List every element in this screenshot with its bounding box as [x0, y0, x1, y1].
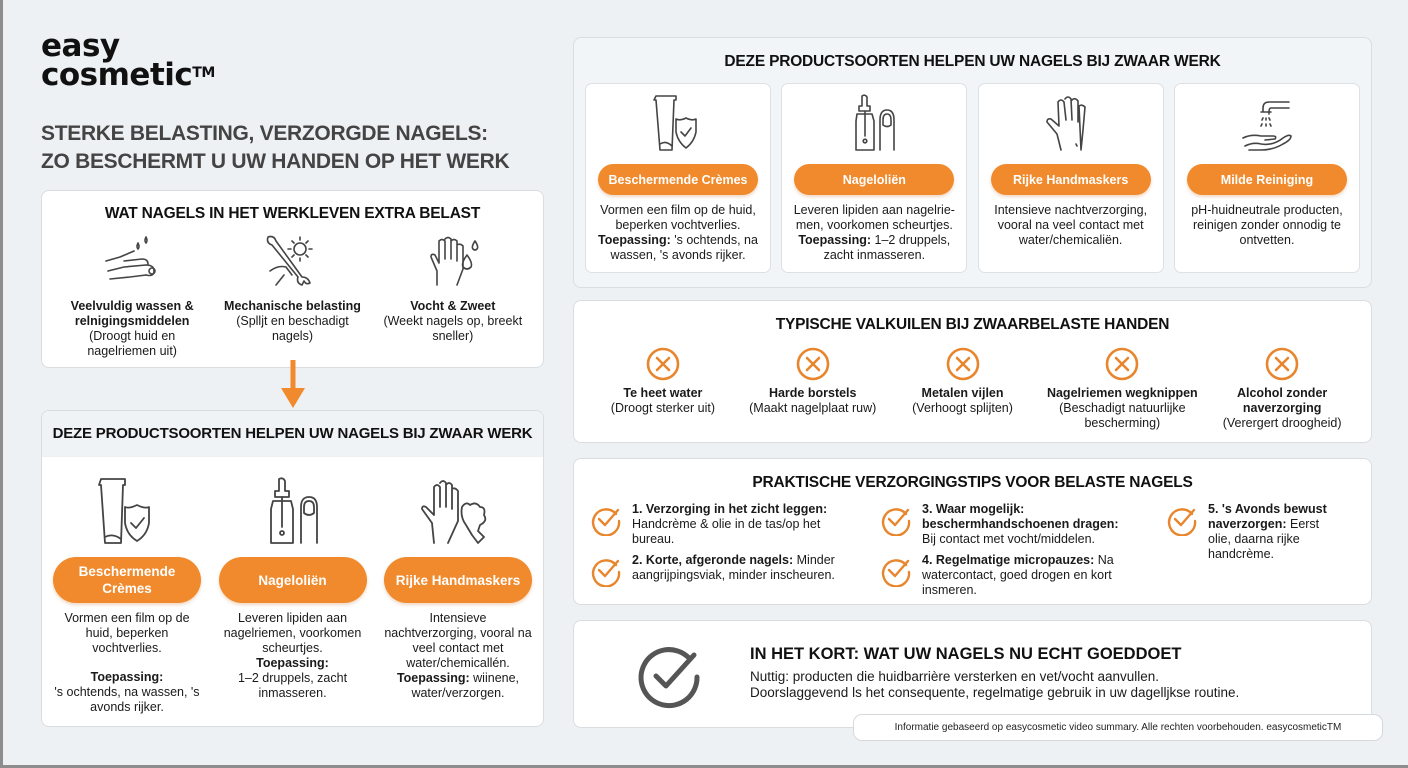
product-desc: Leveren lipiden aan nagelrie-men, voorkomen scheurtjes. — [793, 203, 955, 232]
x-circle-icon — [795, 346, 831, 382]
pitfall-item — [1037, 346, 1207, 431]
pitfall-desc: (Verergert droogheid) — [1222, 416, 1342, 430]
brand-line-2: cosmetic — [41, 57, 193, 93]
pitfall-desc: (Beschadigt natuurlijke bescherming) — [1059, 401, 1186, 430]
product-pill-beschermende-cremes[interactable]: Beschermende Crèmes — [53, 557, 201, 603]
pitfall-title: Te heet water — [623, 386, 703, 400]
product-apply-label: Toepassing: — [256, 656, 329, 670]
product-desc: Vormen een film op de huid, beperken vochtverlies. — [600, 203, 756, 232]
product-pill-rijke-handmaskers[interactable]: Rijke Handmaskers — [384, 557, 532, 603]
title-line-1: STERKE BELASTING, VERZORGDE NAGELS: — [41, 122, 488, 145]
summary-line-2: Doorslaggevend ls het consequente, regelmatige gebruik in uw dagelljkse routine. — [750, 685, 1240, 700]
pitfall-title: Harde borstels — [768, 386, 857, 400]
pitfall-title: Metalen vijlen — [921, 386, 1004, 400]
tip-text: Minder aangrijpingsviak, minder inscheuren. — [632, 553, 835, 582]
product-apply-label: Toepassing: — [90, 670, 164, 684]
tip-title: 4. Regelmatige micropauzes: — [922, 553, 1095, 567]
burden-item-desc: (Spllјt en beschadigt nagels) — [236, 314, 349, 343]
glove-drops-icon — [422, 231, 484, 291]
burden-item-title: Veelvuldig wassen & relnigingsmiddelen — [70, 299, 194, 328]
burden-item-title: Vocht & Zweet — [410, 299, 496, 313]
product-desc: pH-huidneutrale producten, reinigen zonder onnodig te ontvetten. — [1191, 203, 1343, 247]
pitfall-desc: (Verhoogt splijten) — [912, 401, 1013, 415]
tip-item — [590, 502, 850, 547]
tip-text: Handcrème & olie in de tas/op het bureau. — [632, 517, 821, 546]
tip-item — [880, 502, 1130, 547]
burden-card — [41, 190, 544, 368]
cream-shield-icon — [87, 477, 167, 549]
dropper-nail-icon — [253, 477, 333, 549]
x-circle-icon — [645, 346, 681, 382]
check-circle-icon — [880, 504, 912, 536]
check-circle-icon — [636, 643, 702, 709]
hand-washing-icon — [101, 231, 163, 291]
hand-mask-icon — [418, 477, 498, 549]
faucet-hand-icon — [1239, 94, 1295, 154]
tip-title: 3. Waar mogelijk: beschermhandschoenen dragen: — [922, 502, 1119, 531]
x-circle-icon — [1104, 346, 1140, 382]
product-apply-label: Toepassing: — [598, 233, 671, 247]
product-desc: Vormen een film op de huid, beperken vochtverlies. — [64, 611, 190, 655]
product-apply-label: Toepassing: — [396, 671, 470, 685]
tip-text: Bij contact met vocht/middelen. — [922, 532, 1095, 546]
summary-line-1: Nuttig: producten die huidbarrière versterken en vet/vocht aanvullen. — [750, 669, 1159, 684]
product-pill-rijke-handmaskers[interactable]: Rijke Handmaskers — [991, 164, 1151, 195]
check-circle-icon — [590, 504, 622, 536]
product-desc: Intensieve nachtverzorging, vooral na veel contact met water/chemicallén. — [384, 611, 532, 670]
summary-card — [573, 620, 1372, 728]
product-item — [383, 467, 533, 715]
summary-title: IN HET KORT: WAT UW NAGELS NU ECHT GOEDDOET — [750, 645, 1182, 663]
tips-card — [573, 458, 1372, 605]
product-apply-label: Toepassing: — [798, 233, 872, 247]
product-pill-beschermende-cremes[interactable]: Beschermende Crèmes — [598, 164, 758, 195]
burden-item-desc: (Weekt nagels op, breekt sneller) — [383, 314, 523, 343]
x-circle-icon — [945, 346, 981, 382]
glove-icon — [1043, 94, 1099, 154]
burden-item — [378, 231, 528, 359]
product-card — [585, 83, 771, 273]
pitfall-item — [1207, 346, 1357, 431]
check-circle-icon — [880, 555, 912, 587]
burden-item-title: Mechanische belasting — [224, 299, 361, 313]
tip-item — [880, 553, 1120, 598]
pitfalls-title: TYPISCHE VALKUILEN BIJ ZWAARBELASTE HANDEN — [775, 316, 1170, 333]
dropper-nail-icon — [846, 94, 902, 154]
tip-text: Eerst olie, daarna rijke handcrème. — [1208, 517, 1320, 561]
title-line-2: ZO BESCHERMT U UW HANDEN OP HET WERK — [41, 150, 510, 173]
check-circle-icon — [1166, 504, 1198, 536]
burden-item — [217, 231, 367, 359]
footer-credit: Informatie gebaseerd op easycosmetic video summary. Alle rechten voorbehouden. easycosmeticTM — [853, 714, 1383, 741]
product-card — [1174, 83, 1360, 273]
tip-text: Na watercontact, goed drogen en kort insmeren. — [922, 553, 1114, 597]
brand-logo — [41, 28, 215, 93]
product-desc: Leveren lipiden aan nagelriemen, voorkomen scheurtjes. — [223, 611, 362, 655]
pitfalls-card — [573, 300, 1372, 443]
page-title — [41, 120, 551, 176]
product-apply: wiinene, water/verzorgen. — [411, 671, 520, 700]
product-card — [978, 83, 1164, 273]
pitfall-desc: (Maakt nagelplaat ruw) — [749, 401, 877, 415]
brand-line-1: easy — [41, 28, 120, 64]
product-apply: 's ochtends, na wassen, 's avonds rijker. — [54, 685, 200, 714]
tip-title: 1. Verzorging in het zicht leggen: — [632, 502, 828, 516]
product-desc: Intensieve nachtverzorging, vooral na veel contact met water/chemicaliën. — [994, 203, 1148, 247]
burden-item-desc: (Droogt huid en nagelriemen uit) — [87, 329, 177, 358]
x-circle-icon — [1264, 346, 1300, 382]
burden-item — [57, 231, 207, 359]
pitfall-item — [588, 346, 738, 431]
burden-title: WAT NAGELS IN HET WERKLEVEN EXTRA BELAST — [104, 205, 481, 222]
tip-item — [590, 553, 880, 587]
products-right-title: DEZE PRODUCTSOORTEN HELPEN UW NAGELS BIJ ZWAAR WERK — [724, 53, 1221, 70]
pitfall-title: Alcohol zonder naverzorging — [1236, 386, 1328, 415]
tip-title: 5. 's Avonds bewust naverzorgen: — [1208, 502, 1327, 531]
products-left-title: DEZE PRODUCTSOORTEN HELPEN UW NAGELS BIJ ZWAAR WERK — [52, 425, 533, 442]
wrench-gear-icon — [261, 231, 323, 291]
product-apply: 's ochtends, na wassen, 's avonds rijker. — [610, 233, 758, 262]
products-right-card — [573, 37, 1372, 288]
check-circle-icon — [590, 555, 622, 587]
tips-title: PRAKTISCHE VERZORGINGSTIPS VOOR BELASTE NAGELS — [752, 474, 1193, 491]
product-card — [781, 83, 967, 273]
pitfall-title: Nagelriemen wegknippen — [1046, 386, 1198, 400]
arrow-down-icon — [279, 360, 307, 410]
cream-shield-icon — [650, 94, 706, 154]
pitfall-item — [738, 346, 888, 431]
tip-item — [1166, 502, 1336, 562]
product-pill-milde-reiniging[interactable]: Milde Reiniging — [1187, 164, 1347, 195]
trademark: TM — [192, 65, 215, 81]
product-apply: 1–2 druppels, zacht inmasseren. — [823, 233, 951, 262]
tip-title: 2. Korte, afgeronde nagels: — [632, 553, 794, 567]
product-pill-nageloliën[interactable]: Nageloliën — [794, 164, 954, 195]
product-apply: 1–2 druppels, zacht inmasseren. — [237, 671, 348, 700]
pitfall-item — [888, 346, 1038, 431]
product-pill-nageloliën[interactable]: Nageloliën — [219, 557, 367, 603]
product-item — [218, 467, 368, 715]
product-item — [52, 467, 202, 715]
products-left-card — [41, 410, 544, 727]
pitfall-desc: (Droogt sterker uit) — [610, 401, 715, 415]
